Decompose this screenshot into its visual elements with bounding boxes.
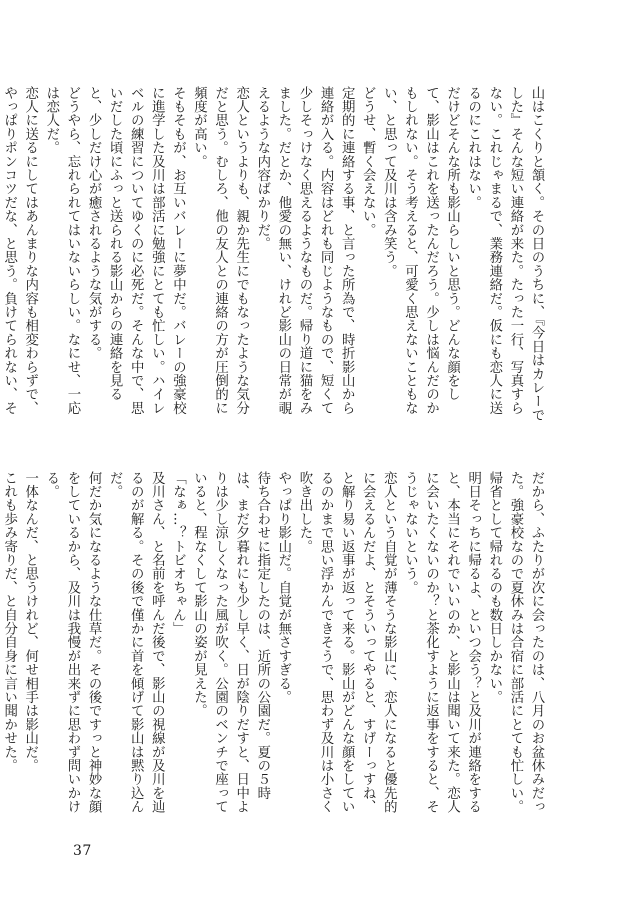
paragraph: 待ち合わせに指定したのは、近所の公園だ。夏の５時は、まだ夕暮れにも少し早く、日が陰りだすと、日中よりは少し涼しくなった風が吹く。公園のベンチで座っていると、程なくして影山の姿が見えた。 (191, 471, 270, 814)
paragraph: 定期的に連絡する事、と言った所為で、時折影山から連絡が入る。内容はどれも同じようなもので、短くて少しそっけなく思えるようなものだ。帰り道に猫をみました。だとか、他愛の無い、けれど影山の日常が覗えるような内容ばかりだ。 (254, 86, 355, 415)
paragraph: だから、ふたりが次に会ったのは、八月のお盆休みだった。強豪校なので夏休みは合宿に部活にとても忙しい。帰省として帰れるのも数日しかない。 (486, 471, 544, 814)
paragraph: だけどそんな所も影山らしいと思う。どんな顔をして、影山はこれを送ったんだろう。少しは悩んだのかもしれない。そう考えると、可愛く思えないこともない、と思って及川は含み笑う。 (381, 86, 460, 415)
page-number: 37 (73, 843, 92, 859)
paragraph: 明日そっちに帰るよ、といつ会う？と及川が連絡をすると、本当にそれでいいのか、と影山は聞いて来た。恋人に会いたくないのか？と茶化すように返事をすると、そうじゃないという。 (402, 471, 481, 814)
paragraph: 及川さん、と名前を呼んだ後で、影山の視線が及川を辿るのが解る。その後で僅かに首を傾げて影山は黙り込んだ。 (107, 471, 165, 814)
paragraph: 恋人というよりも、親か先生にでもなったような気分だと思う。むしろ、他の友人との連絡の方が圧倒的に頻度が高い。 (191, 86, 249, 415)
paragraph: 「なぁ…？トビオちゃん」 (170, 471, 186, 636)
paragraph: どうせ、暫く会えない。 (360, 86, 376, 237)
paragraph: 恋人という自覚が薄そうな影山に、恋人になると優先的に会えるんだよ、とそういってやると、すげーっすね、と解り易い返事が返って来る。影山がどんな顔をしているのかまで思い浮かんできそうで、思わず及川は小さく吹き出した。 (296, 471, 397, 814)
paragraph: 恋人に送るにしてはあんまりな内容も相変わらずで、やっぱりポンコツだな、と思う。負けてられない、そ (1, 86, 38, 415)
upper-text-block (1, 86, 547, 428)
paragraph: やっぱり影山だ。自覚が無さすぎる。 (275, 471, 291, 704)
paragraph: 山はこくりと頷く。その日のうちに、『今日はカレーでした』そんな短い連絡が来た。たった一行、写真すらない。これじゃまるで、業務連絡だ。仮にも恋人に送るのにこれはない。 (465, 86, 544, 422)
paragraph: そもそもが、お互いバレーに夢中だ。バレーの強豪校に進学した及川は部活に勉強にとても忙しい。ハイレベルの練習についてゆくのに必死だ。そんな中で、思いだした頃にふっと送られる影山からの連絡を見ると、少しだけ心が癒されるような気がする。 (86, 86, 186, 415)
paragraph: 一体なんだ、と思うけれど、何せ相手は影山だ。 (22, 471, 38, 773)
paragraph: どうやら、忘れられてはいないらしい。なにせ、一応は恋人だ。 (43, 86, 80, 415)
paragraph: これも歩み寄りだ、と自分自身に言い聞かせた。 (1, 471, 17, 773)
paragraph: 何だか気になるような仕草だ。その後ですっと神妙な顔をしているから、及川は我慢が出来ずに思わず問いかける。 (43, 471, 102, 814)
lower-text-block (1, 471, 547, 816)
